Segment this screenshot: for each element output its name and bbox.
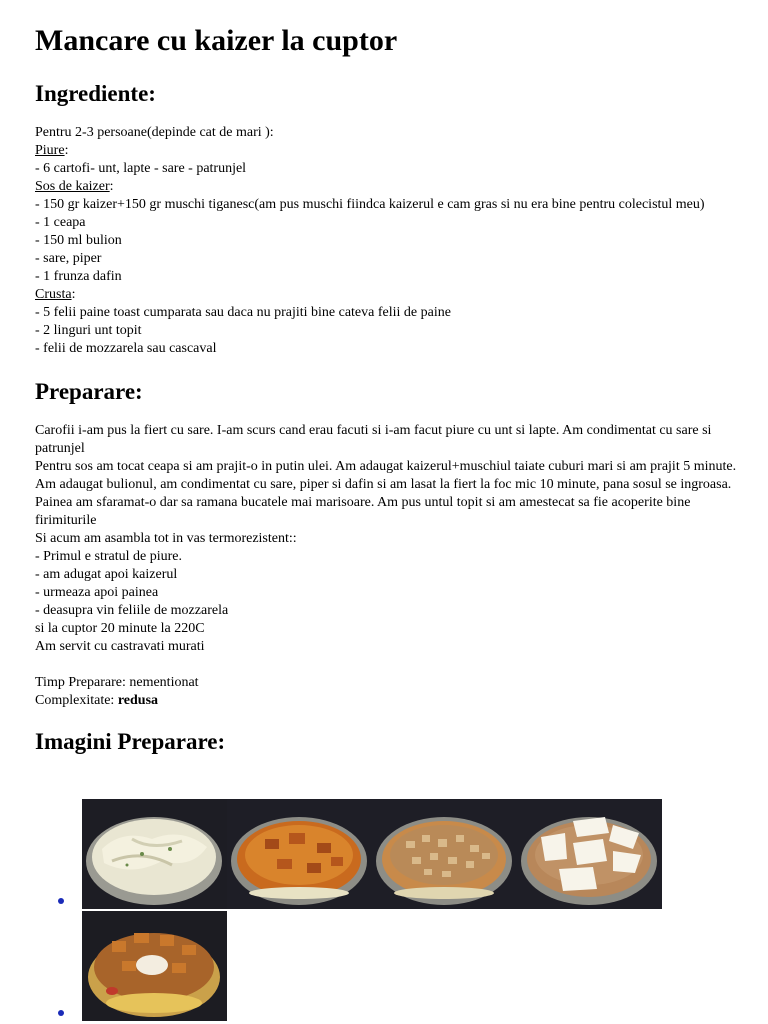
kaizer-sauce-photo[interactable] bbox=[227, 799, 372, 909]
baked-dish-photo[interactable] bbox=[82, 911, 227, 1021]
prep-line: - deasupra vin feliile de mozzarela bbox=[35, 603, 229, 618]
mashed-potato-photo[interactable] bbox=[82, 799, 227, 909]
ingredient-item: - sare, piper bbox=[35, 251, 102, 266]
group-label-text: Crusta bbox=[35, 287, 72, 302]
group-label-text: Piure bbox=[35, 143, 65, 158]
group-label-piure: Piure: bbox=[35, 143, 69, 158]
complexity bbox=[35, 692, 750, 710]
complexity-value: redusa bbox=[117, 693, 159, 708]
bread-crumb-photo[interactable] bbox=[372, 799, 517, 909]
complexity-label: Complexitate: bbox=[35, 693, 115, 708]
ingredient-item: - 150 gr kaizer+150 gr muschi tiganesc(am pus muschi fiindca kaizerul e cam gras si nu era bine pentru colecistul meu) bbox=[35, 197, 705, 212]
prep-line: Carofii i-am pus la fiert cu sare. I-am scurs cand erau facuti si i-am facut piure cu unt si lapte. Am condimentat cu sare si patrunjel bbox=[35, 423, 712, 456]
page-title: Mancare cu kaizer la cuptor bbox=[35, 24, 398, 57]
group-label-text: Sos de kaizer bbox=[35, 179, 110, 194]
serving-note: Pentru 2-3 persoane(depinde cat de mari ): bbox=[35, 125, 274, 140]
ingredient-item: - 2 linguri unt topit bbox=[35, 323, 142, 338]
preparation-text bbox=[35, 422, 750, 710]
bullet-icon bbox=[58, 1010, 64, 1016]
ingredient-item: - 6 cartofi- unt, lapte - sare - patrunjel bbox=[35, 161, 247, 176]
recipe-page bbox=[35, 22, 750, 756]
prep-line: - am adugat apoi kaizerul bbox=[35, 567, 178, 582]
thumb-strip bbox=[82, 799, 662, 909]
ingredients-heading: Ingrediente: bbox=[35, 81, 156, 106]
ingredient-item: - 1 frunza dafin bbox=[35, 269, 122, 284]
prep-time-label: Timp Preparare: bbox=[35, 675, 126, 690]
prep-line: Pentru sos am tocat ceapa si am prajit-o in putin ulei. Am adaugat kaizerul+muschiul taiate cuburi mari si am prajit 5 minute. Am adaugat bulionul, am condimentat cu sare, piper si dafin si am lasat la fiert la foc mic 10 minute, pana sosul se ingroasa. bbox=[35, 459, 737, 492]
group-label-crusta: Crusta: bbox=[35, 287, 76, 302]
ingredient-item: - felii de mozzarela sau cascaval bbox=[35, 341, 217, 356]
preparation-heading: Preparare: bbox=[35, 379, 143, 404]
ingredient-item: - 1 ceapa bbox=[35, 215, 86, 230]
prep-time bbox=[35, 674, 750, 692]
spacer bbox=[35, 656, 750, 674]
ingredient-item: - 5 felii paine toast cumparata sau daca nu prajiti bine cateva felii de paine bbox=[35, 305, 451, 320]
bullet-icon bbox=[58, 898, 64, 904]
ingredients-list bbox=[35, 124, 750, 358]
images-heading: Imagini Preparare: bbox=[35, 729, 226, 754]
prep-line: Am servit cu castravati murati bbox=[35, 639, 205, 654]
prep-line: si la cuptor 20 minute la 220C bbox=[35, 621, 205, 636]
prep-line: Painea am sfaramat-o dar sa ramana bucatele mai marisoare. Am pus untul topit si am amestecat sa fie acoperite bine firimiturile bbox=[35, 495, 691, 528]
prep-line: - urmeaza apoi painea bbox=[35, 585, 159, 600]
prep-line: - Primul e stratul de piure. bbox=[35, 549, 182, 564]
ingredient-item: - 150 ml bulion bbox=[35, 233, 122, 248]
thumb-strip bbox=[82, 911, 227, 1021]
mozzarella-photo[interactable] bbox=[517, 799, 662, 909]
prep-line: Si acum am asambla tot in vas termorezistent:: bbox=[35, 531, 297, 546]
prep-time-value: nementionat bbox=[129, 675, 199, 690]
group-label-sos: Sos de kaizer: bbox=[35, 179, 114, 194]
